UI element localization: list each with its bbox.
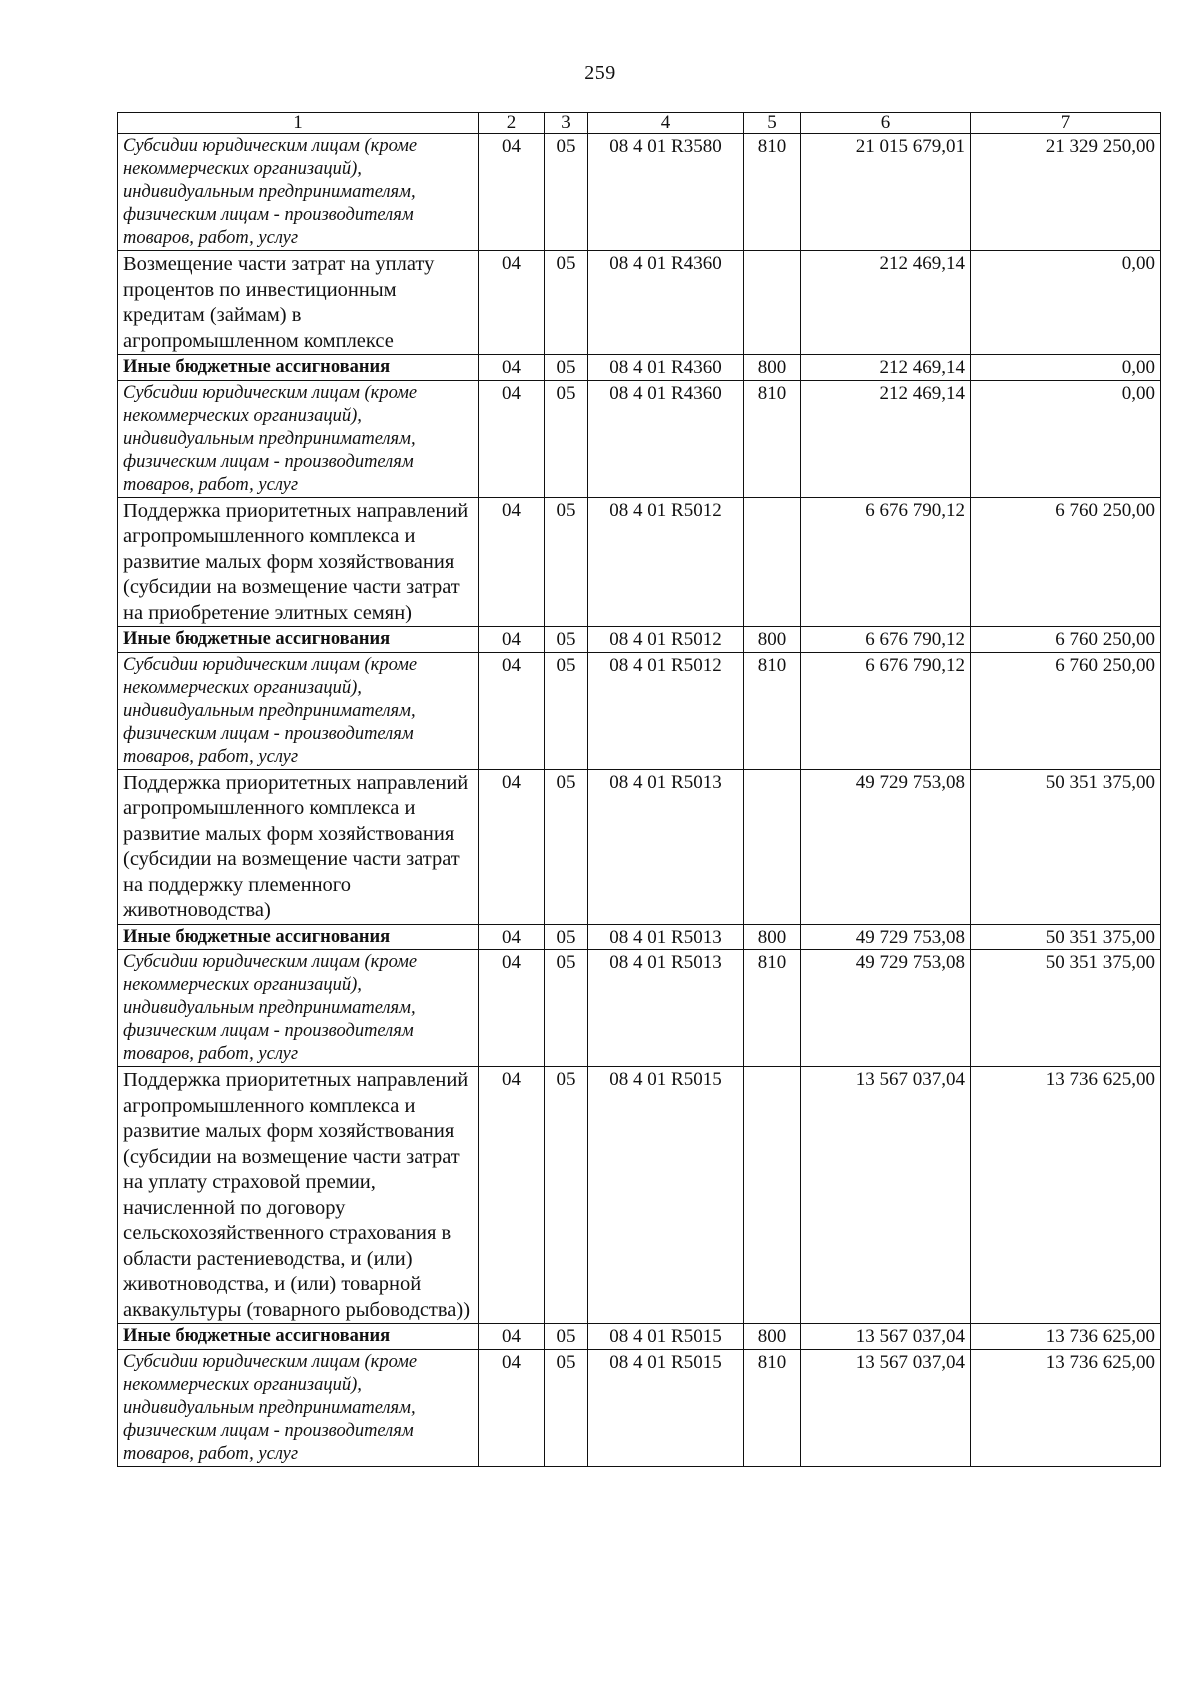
amount-year1-cell: 13 567 037,04 [801,1067,971,1324]
amount-year2-cell: 13 736 625,00 [971,1067,1161,1324]
expense-type-cell [744,251,801,355]
expense-type-cell [744,497,801,627]
table-row [118,950,1161,1067]
subsection-code-cell: 05 [545,134,588,251]
target-article-cell: 08 4 01 R5013 [588,924,744,950]
amount-year2-cell: 21 329 250,00 [971,134,1161,251]
amount-year1-cell: 212 469,14 [801,380,971,497]
section-code-cell: 04 [479,497,545,627]
amount-year2-cell: 0,00 [971,251,1161,355]
amount-year1-cell: 49 729 753,08 [801,769,971,924]
table-row [118,652,1161,769]
section-code-cell: 04 [479,380,545,497]
row-name-cell: Субсидии юридическим лицам (кроме некоммерческих организаций), индивидуальным предпринимателям, физическим лицам - производителям товаров, работ, услуг [118,950,479,1067]
expense-type-cell: 800 [744,355,801,381]
row-name-cell: Субсидии юридическим лицам (кроме некоммерческих организаций), индивидуальным предпринимателям, физическим лицам - производителям товаров, работ, услуг [118,1349,479,1466]
amount-year1-cell: 6 676 790,12 [801,652,971,769]
section-code-cell: 04 [479,950,545,1067]
table-row [118,355,1161,381]
section-code-cell: 04 [479,134,545,251]
header-cell-5: 5 [744,113,801,134]
header-cell-4: 4 [588,113,744,134]
amount-year2-cell: 50 351 375,00 [971,769,1161,924]
section-code-cell: 04 [479,769,545,924]
section-code-cell: 04 [479,627,545,653]
amount-year2-cell: 50 351 375,00 [971,950,1161,1067]
amount-year1-cell: 21 015 679,01 [801,134,971,251]
row-name-cell: Иные бюджетные ассигнования [118,627,479,653]
section-code-cell: 04 [479,1349,545,1466]
amount-year2-cell: 6 760 250,00 [971,497,1161,627]
page-number: 259 [584,62,616,84]
amount-year1-cell: 49 729 753,08 [801,950,971,1067]
target-article-cell: 08 4 01 R5015 [588,1349,744,1466]
row-name-cell: Субсидии юридическим лицам (кроме некоммерческих организаций), индивидуальным предпринимателям, физическим лицам - производителям товаров, работ, услуг [118,652,479,769]
amount-year2-cell: 13 736 625,00 [971,1349,1161,1466]
amount-year1-cell: 212 469,14 [801,355,971,381]
amount-year2-cell: 6 760 250,00 [971,652,1161,769]
amount-year2-cell: 50 351 375,00 [971,924,1161,950]
subsection-code-cell: 05 [545,1324,588,1350]
target-article-cell: 08 4 01 R4360 [588,380,744,497]
table-row [118,251,1161,355]
budget-table [117,112,1161,1467]
target-article-cell: 08 4 01 R5012 [588,497,744,627]
amount-year2-cell: 0,00 [971,355,1161,381]
row-name-cell: Иные бюджетные ассигнования [118,924,479,950]
section-code-cell: 04 [479,251,545,355]
table-row [118,1067,1161,1324]
table-row [118,924,1161,950]
amount-year1-cell: 212 469,14 [801,251,971,355]
subsection-code-cell: 05 [545,355,588,381]
target-article-cell: 08 4 01 R5015 [588,1067,744,1324]
amount-year2-cell: 0,00 [971,380,1161,497]
target-article-cell: 08 4 01 R5013 [588,950,744,1067]
row-name-cell: Субсидии юридическим лицам (кроме некоммерческих организаций), индивидуальным предпринимателям, физическим лицам - производителям товаров, работ, услуг [118,134,479,251]
expense-type-cell: 810 [744,950,801,1067]
subsection-code-cell: 05 [545,380,588,497]
section-code-cell: 04 [479,1067,545,1324]
subsection-code-cell: 05 [545,1349,588,1466]
amount-year2-cell: 13 736 625,00 [971,1324,1161,1350]
row-name-cell: Возмещение части затрат на уплату процентов по инвестиционным кредитам (займам) в агропромышленном комплексе [118,251,479,355]
subsection-code-cell: 05 [545,497,588,627]
amount-year1-cell: 13 567 037,04 [801,1349,971,1466]
row-name-cell: Поддержка приоритетных направлений агропромышленного комплекса и развитие малых форм хозяйствования (субсидии на возмещение части затрат на уплату страховой премии, начисленной по договору сельскохозяйственного страхования в области растениеводства, и (или) животноводства, и (или) товарной аквакультуры (товарного рыбоводства)) [118,1067,479,1324]
expense-type-cell: 800 [744,627,801,653]
amount-year1-cell: 49 729 753,08 [801,924,971,950]
target-article-cell: 08 4 01 R4360 [588,251,744,355]
table-row [118,497,1161,627]
table-row [118,769,1161,924]
header-cell-6: 6 [801,113,971,134]
subsection-code-cell: 05 [545,652,588,769]
table-header-row [118,113,1161,134]
target-article-cell: 08 4 01 R5012 [588,627,744,653]
section-code-cell: 04 [479,355,545,381]
row-name-cell: Иные бюджетные ассигнования [118,1324,479,1350]
expense-type-cell: 800 [744,924,801,950]
target-article-cell: 08 4 01 R3580 [588,134,744,251]
amount-year1-cell: 6 676 790,12 [801,497,971,627]
header-cell-3: 3 [545,113,588,134]
subsection-code-cell: 05 [545,769,588,924]
header-cell-2: 2 [479,113,545,134]
subsection-code-cell: 05 [545,1067,588,1324]
table-row [118,1349,1161,1466]
table-row [118,134,1161,251]
subsection-code-cell: 05 [545,924,588,950]
expense-type-cell: 810 [744,652,801,769]
section-code-cell: 04 [479,652,545,769]
expense-type-cell [744,1067,801,1324]
table-row [118,380,1161,497]
section-code-cell: 04 [479,1324,545,1350]
row-name-cell: Иные бюджетные ассигнования [118,355,479,381]
target-article-cell: 08 4 01 R5015 [588,1324,744,1350]
section-code-cell: 04 [479,924,545,950]
row-name-cell: Поддержка приоритетных направлений агропромышленного комплекса и развитие малых форм хозяйствования (субсидии на возмещение части затрат на приобретение элитных семян) [118,497,479,627]
amount-year2-cell: 6 760 250,00 [971,627,1161,653]
expense-type-cell: 810 [744,1349,801,1466]
header-cell-1: 1 [118,113,479,134]
expense-type-cell: 810 [744,134,801,251]
amount-year1-cell: 13 567 037,04 [801,1324,971,1350]
expense-type-cell [744,769,801,924]
table-row [118,1324,1161,1350]
target-article-cell: 08 4 01 R4360 [588,355,744,381]
row-name-cell: Поддержка приоритетных направлений агропромышленного комплекса и развитие малых форм хозяйствования (субсидии на возмещение части затрат на поддержку племенного животноводства) [118,769,479,924]
table-row [118,627,1161,653]
target-article-cell: 08 4 01 R5012 [588,652,744,769]
target-article-cell: 08 4 01 R5013 [588,769,744,924]
subsection-code-cell: 05 [545,251,588,355]
subsection-code-cell: 05 [545,627,588,653]
expense-type-cell: 800 [744,1324,801,1350]
header-cell-7: 7 [971,113,1161,134]
expense-type-cell: 810 [744,380,801,497]
subsection-code-cell: 05 [545,950,588,1067]
table-body [118,113,1161,1467]
amount-year1-cell: 6 676 790,12 [801,627,971,653]
row-name-cell: Субсидии юридическим лицам (кроме некоммерческих организаций), индивидуальным предпринимателям, физическим лицам - производителям товаров, работ, услуг [118,380,479,497]
